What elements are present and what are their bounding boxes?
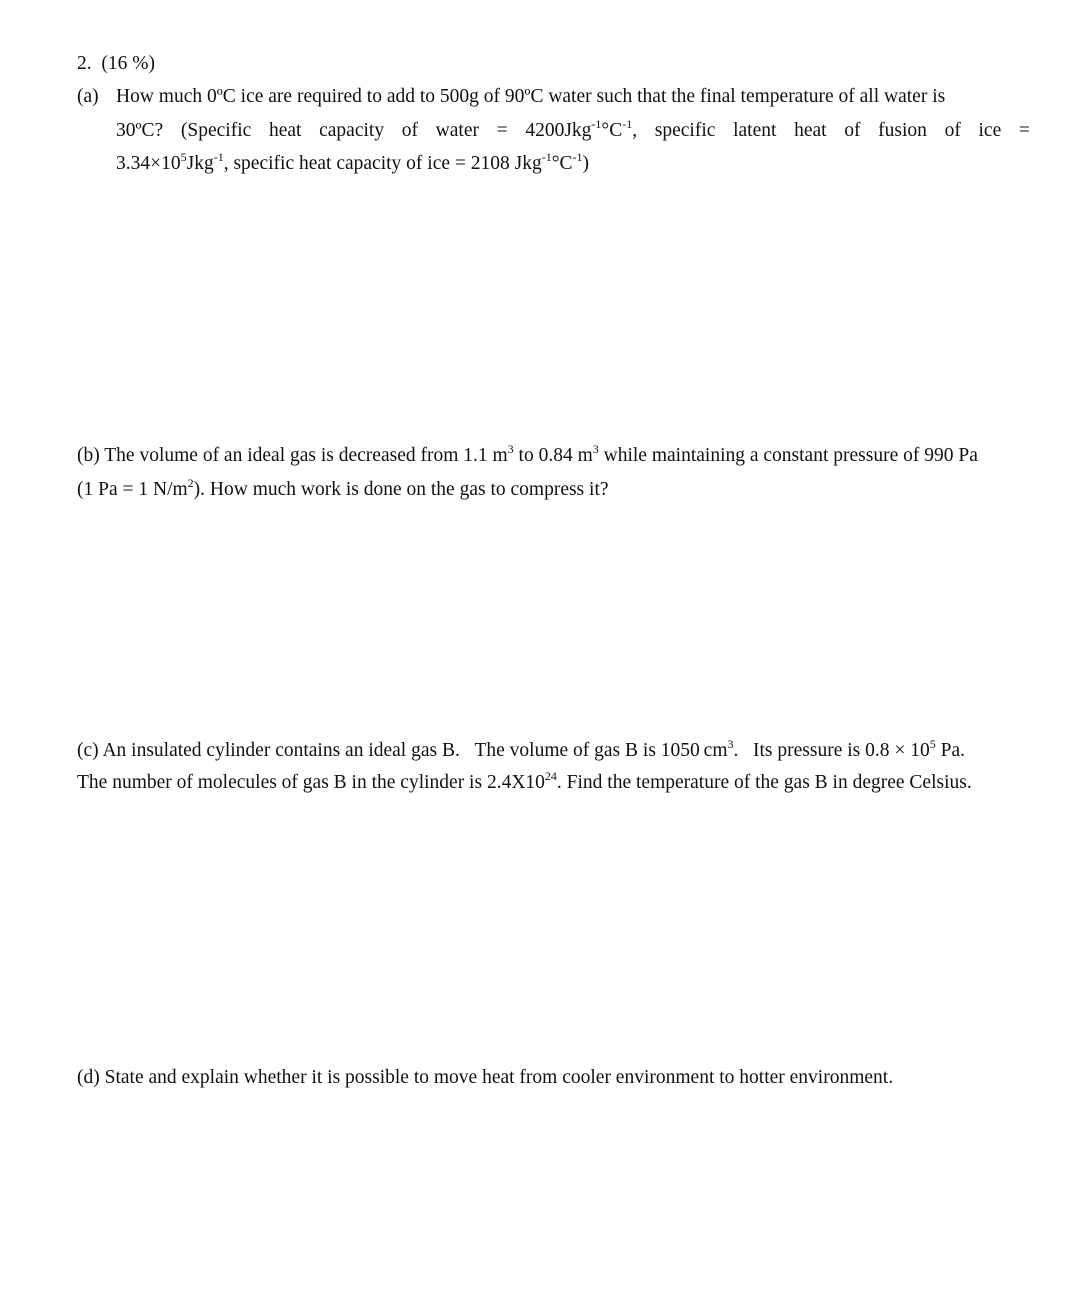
part-c-question-line2: The number of molecules of gas B in the cylinder is $2.4X10^{24}$. Find the temperature of the gas B in degree Celsius.: [77, 768, 972, 793]
part-a-word: latent: [733, 120, 777, 141]
part-a-word: of: [401, 120, 418, 141]
part-a-question-line1: How much 0ºC ice are required to add to 500g of 90ºC water such that the final temperature of all water is: [116, 86, 946, 107]
water-heat-capacity: $4200Jkg^{-1}^\circ C^{-1}$,: [525, 116, 638, 141]
part-a-word: of: [944, 120, 961, 141]
part-a-question-line2: [116, 116, 1030, 143]
part-c-question-line1: (c) An insulated cylinder contains an ideal gas B. The volume of gas B is 1050 $cm^3$. Its pressure is $0.8 \times 10^5$ Pa.: [77, 736, 965, 761]
part-a-word: ice: [978, 120, 1002, 141]
question-number: 2.: [77, 53, 92, 74]
part-d-question-line1: (d) State and explain whether it is possible to move heat from cooler environment to hotter environment.: [77, 1067, 894, 1088]
part-a-question-line3: $3.34\times 10^5Jkg^{-1}$, specific heat capacity of ice = 2108 $Jkg^{-1}^\circ C^{-1}$): [116, 149, 590, 174]
part-a-word: capacity: [319, 120, 385, 141]
part-a-temp: 30ºC?: [116, 120, 164, 141]
part-a-word: =: [1018, 120, 1030, 141]
part-a-word: heat: [268, 120, 302, 141]
part-a-word: specific: [654, 120, 716, 141]
part-a-word: (Specific: [180, 120, 252, 141]
question-marks: (16 %): [101, 53, 155, 74]
part-a-word: fusion: [878, 120, 927, 141]
part-b-question-line2: (1 Pa = 1 $N/m^2$). How much work is done on the gas to compress it?: [77, 475, 609, 500]
part-a-word: =: [496, 120, 508, 141]
part-a-label: (a): [77, 86, 99, 107]
part-a-word: of: [844, 120, 861, 141]
question-header: [77, 52, 155, 76]
part-b-question-line1: (b) The volume of an ideal gas is decreased from 1.1 $m^3$ to 0.84 $m^3$ while maintaining a constant pressure of 990 Pa: [77, 441, 978, 466]
part-a-word: water: [435, 120, 479, 141]
part-a-word: heat: [794, 120, 827, 141]
